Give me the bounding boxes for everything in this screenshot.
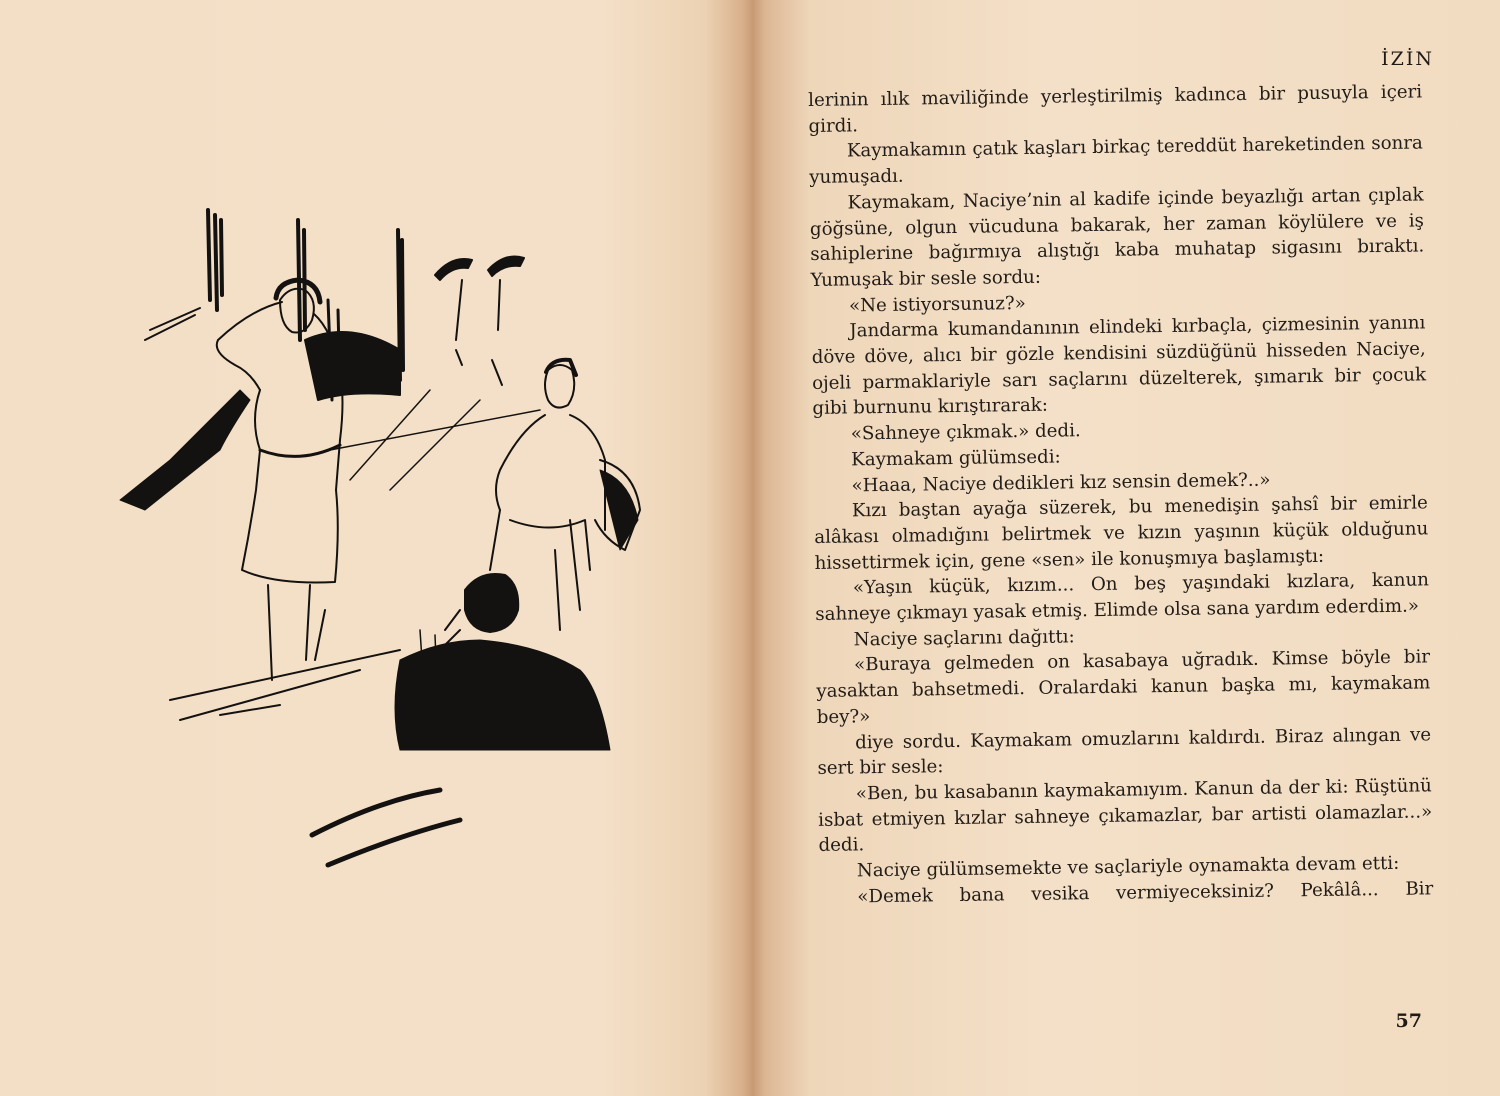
paragraph: «Ben, bu kasabanın kaymakamıyım. Kanun da der ki: Rüştünü isbat etmiyen kızlar sahneye çıkamazlar, bar artisti olamazlar...» dedi.	[818, 775, 1433, 857]
paragraph: «Demek bana vesika vermiyeceksiniz? Pekâlâ... Bir	[857, 878, 1434, 908]
paragraph: Kaymakam gülümsedi:	[851, 446, 1061, 471]
paragraph: Naciye saçlarını dağıttı:	[853, 626, 1075, 651]
paragraph: Kaymakam, Naciye’nin al kadife içinde beyazlığı artan çıplak göğsüne, olgun vücuduna bakarak, her zaman köylülere ve iş sahiplerine bağırmıya alıştığı kaba muhatap sigasını bıraktı. Yumuşak bir sesle sordu:	[809, 184, 1425, 291]
right-page	[752, 0, 1500, 1096]
paragraph: diye sordu. Kaymakam omuzlarını kaldırdı. Biraz alıngan ve sert bir sesle:	[817, 723, 1432, 780]
paragraph: Naciye gülümsemekte ve saçlariyle oynamakta devam etti:	[856, 852, 1400, 882]
paragraph: Kızı baştan ayağa süzerek, bu menedişin şahsî bir emirle alâkası olmadığını belirtmek ve kızın yaşının küçük olduğunu hissettirmek için, gene «sen» ile konuşmıya başlamıştı:	[814, 492, 1429, 574]
body-text	[808, 79, 1433, 910]
paragraph: «Ne istiyorsunuz?»	[848, 292, 1026, 317]
paragraph: «Buraya gelmeden on kasabaya uğradık. Kimse böyle bir yasaktan bahsetmedi. Oralardaki kanun başka mı, kaymakam bey?»	[816, 646, 1431, 728]
paragraph: «Sahneye çıkmak.» dedi.	[850, 420, 1081, 445]
paragraph: Kaymakamın çatık kaşları birkaç tereddüt hareketinden sonra yumuşadı.	[809, 132, 1423, 189]
ink-illustration	[100, 190, 660, 880]
page-number: 57	[1395, 1010, 1422, 1032]
paragraph: Jandarma kumandanının elindeki kırbaçla, çizmesinin yanını döve döve, alıcı bir gözle kendisini süzdüğünü hisseden Naciye, ojeli parmaklariyle sarı saçlarını düzelterek, şımarık bir çocuk gibi burnunu kırıştırarak:	[811, 312, 1427, 420]
paragraph: «Haaa, Naciye dedikleri kız sensin demek?..»	[851, 469, 1271, 496]
running-head: İZİN	[1381, 48, 1434, 70]
paragraph: lerinin ılık maviliğinde yerleştirilmiş kadınca bir pusuyla içeri girdi.	[808, 81, 1423, 137]
paragraph: «Yaşın küçük, kızım... On beş yaşındaki kızlara, kanun sahneye çıkmayı yasak etmiş. Elimde olsa sana yardım ederdim.»	[815, 569, 1430, 626]
